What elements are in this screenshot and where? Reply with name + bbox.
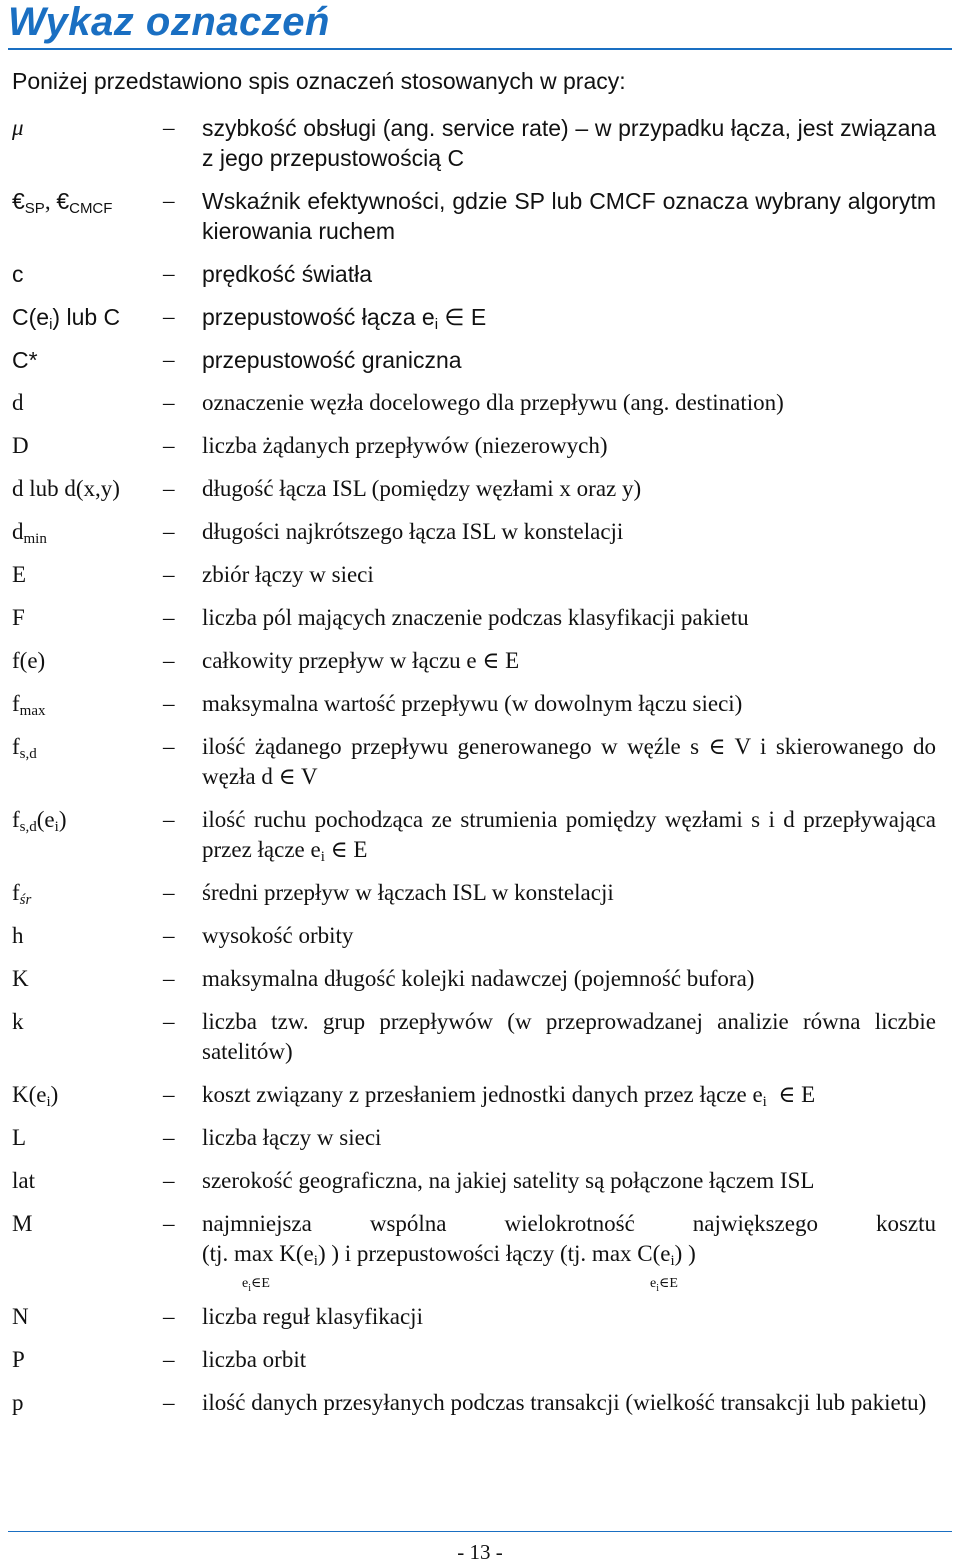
notation-dash: – <box>163 188 175 213</box>
notation-symbol: L <box>12 1125 27 1150</box>
notation-description: długości najkrótszego łącza ISL w konstelacji <box>202 519 624 544</box>
notation-description: liczba żądanych przepływów (niezerowych) <box>202 433 608 458</box>
page-title: Wykaz oznaczeń <box>8 0 330 44</box>
notation-dash: – <box>163 1304 175 1329</box>
notation-description: ilość danych przesyłanych podczas transakcji (wielkość transakcji lub pakietu) <box>202 1390 927 1415</box>
notation-symbol: h <box>12 923 24 948</box>
notation-dash: – <box>163 519 175 544</box>
notation-symbol: E <box>12 562 27 587</box>
notation-symbol: c <box>12 261 24 287</box>
notation-symbol: $f_{s,d}$ <box>12 734 37 762</box>
notation-symbol: k <box>12 1009 24 1034</box>
math-subscript: $e_i\in E$ <box>650 1276 678 1294</box>
notation-symbol: N <box>12 1304 29 1329</box>
notation-symbol: $f_{s,d}(e_i)$ <box>12 807 67 835</box>
notation-dash: – <box>163 1211 175 1236</box>
notation-dash: – <box>163 1168 175 1193</box>
notation-symbol: $f_{max}$ <box>12 691 46 719</box>
notation-description: średni przepływ w łączach ISL w konstelacji <box>202 880 614 905</box>
notation-symbol: f(e) <box>12 648 46 673</box>
notation-symbol: M <box>12 1211 33 1236</box>
notation-dash: – <box>163 390 175 415</box>
notation-symbol: d lub d(x,y) <box>12 476 120 501</box>
notation-description: przepustowość łącza $e_i$ ∈ E <box>202 304 487 333</box>
notation-symbol: $€_{SP}$, $€_{CMCF}$ <box>12 188 113 217</box>
notation-symbol: lat <box>12 1168 35 1193</box>
notation-dash: – <box>163 734 175 759</box>
notation-symbol: $f_{śr}$ <box>12 880 32 908</box>
title-underline <box>8 48 952 50</box>
notation-dash: – <box>163 347 175 372</box>
notation-description: wysokość orbity <box>202 923 354 948</box>
notation-dash: – <box>163 966 175 991</box>
notation-description: długość łącza ISL (pomiędzy węzłami x oraz y) <box>202 476 642 501</box>
notation-description: najmniejsza wspólna wielokrotność największego kosztu (tj. $\max K(e_i)$ ) i przepustowości łączy (tj. $\max C(e_i)$ ) $e_i\in E$ $e_i\in E$ <box>202 1209 936 1269</box>
notation-description: szybkość obsługi (ang. service rate) – w przypadku łącza, jest związana z jego przepustowością C <box>202 115 936 171</box>
notation-symbol: $C(e_i)$ lub C <box>12 304 121 333</box>
notation-dash: – <box>163 1009 175 1034</box>
notation-description: Wskaźnik efektywności, gdzie SP lub CMCF oznacza wybrany algorytm kierowania ruchem <box>202 188 936 244</box>
notation-dash: – <box>163 1082 175 1107</box>
notation-dash: – <box>163 880 175 905</box>
page-number: - 13 - <box>457 1540 503 1564</box>
notation-description: maksymalna wartość przepływu (w dowolnym łączu sieci) <box>202 691 743 716</box>
notation-dash: – <box>163 476 175 501</box>
notation-symbol: C* <box>12 347 38 373</box>
notation-description: liczba orbit <box>202 1347 307 1372</box>
notation-dash: – <box>163 1347 175 1372</box>
math-subscript: $e_i\in E$ <box>242 1276 270 1294</box>
notation-description: ilość żądanego przepływu generowanego w węźle s ∈ V i skierowanego do węzła d ∈ V <box>202 734 936 789</box>
notation-dash: – <box>163 807 175 832</box>
notation-description: koszt związany z przesłaniem jednostki danych przez łącze $e_i$ ∈ E <box>202 1082 816 1110</box>
notation-description: liczba reguł klasyfikacji <box>202 1304 423 1329</box>
notation-description: całkowity przepływ w łączu e ∈ E <box>202 648 520 673</box>
notation-dash: – <box>163 1125 175 1150</box>
notation-description: szerokość geograficzna, na jakiej satelity są połączone łączem ISL <box>202 1168 815 1193</box>
footer-rule <box>8 1531 952 1532</box>
notation-description: liczba pól mających znaczenie podczas klasyfikacji pakietu <box>202 605 749 630</box>
notation-dash: – <box>163 1390 175 1415</box>
notation-symbol: K <box>12 966 29 991</box>
notation-symbol: μ <box>12 115 24 140</box>
notation-symbol: P <box>12 1347 25 1372</box>
notation-dash: – <box>163 304 175 329</box>
notation-symbol: F <box>12 605 25 630</box>
notation-description: liczba tzw. grup przepływów (w przeprowadzanej analizie równa liczbie satelitów) <box>202 1009 936 1064</box>
notation-dash: – <box>163 923 175 948</box>
notation-symbol: p <box>12 1390 24 1415</box>
notation-dash: – <box>163 562 175 587</box>
notation-description: maksymalna długość kolejki nadawczej (pojemność bufora) <box>202 966 755 991</box>
notation-symbol: $d_{min}$ <box>12 519 47 547</box>
notation-symbol: $K(e_i)$ <box>12 1082 59 1110</box>
notation-dash: – <box>163 261 175 286</box>
notation-description: przepustowość graniczna <box>202 347 462 373</box>
notation-dash: – <box>163 433 175 458</box>
notation-description: liczba łączy w sieci <box>202 1125 382 1150</box>
notation-dash: – <box>163 605 175 630</box>
notation-dash: – <box>163 115 175 140</box>
notation-symbol: d <box>12 390 24 415</box>
notation-dash: – <box>163 648 175 673</box>
notation-description: prędkość światła <box>202 261 373 287</box>
notation-description: oznaczenie węzła docelowego dla przepływu (ang. destination) <box>202 390 784 415</box>
intro-text: Poniżej przedstawiono spis oznaczeń stosowanych w pracy: <box>12 68 626 94</box>
notation-dash: – <box>163 691 175 716</box>
notation-description: zbiór łączy w sieci <box>202 562 374 587</box>
notation-symbol: D <box>12 433 29 458</box>
notation-description: ilość ruchu pochodząca ze strumienia pomiędzy węzłami s i d przepływająca przez łącze $e_i$ ∈ E <box>202 807 936 865</box>
